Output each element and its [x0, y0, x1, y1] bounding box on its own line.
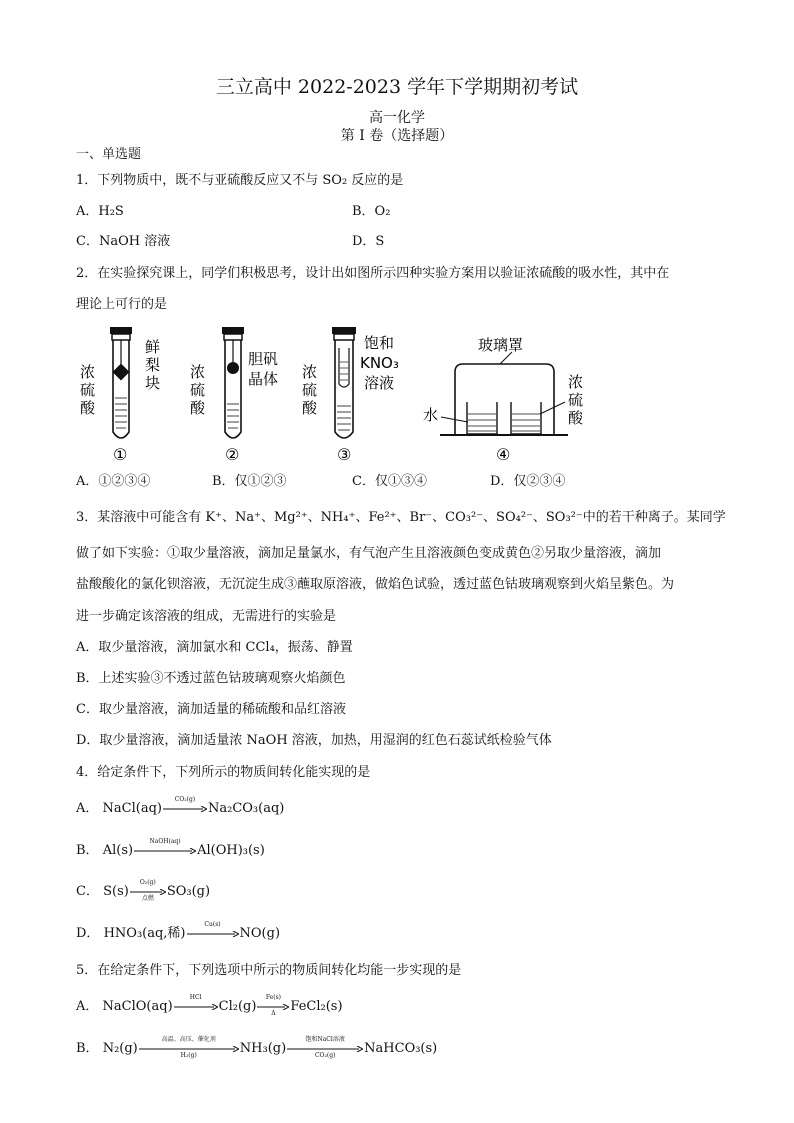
q5b-product: NaHCO₃(s) — [364, 1041, 438, 1056]
q5a-condition1: HCl — [189, 993, 202, 1001]
bell-label: 玻璃罩 — [478, 336, 524, 354]
q3-stem-line4: 进一步确定该溶液的组成，无需进行的实验是 — [76, 609, 337, 624]
q3-stem-line2: 做了如下实验：①取少量溶液，滴加足量氯水，有气泡产生且溶液颜色变成黄色②另取少量溶液，滴加 — [76, 546, 662, 561]
q2-option-a: A．①②③④ — [76, 474, 151, 489]
q5-option-a — [76, 993, 343, 1017]
q2-stem-line2: 理论上可行的是 — [76, 297, 168, 312]
q5-stem: 5．在给定条件下，下列选项中所示的物质间转化均能一步实现的是 — [76, 963, 462, 978]
t1-acid-1: 浓 — [80, 363, 96, 381]
bell-acid-1: 浓 — [568, 373, 584, 391]
bell-acid-3: 酸 — [568, 409, 584, 427]
q1-option-a: A．H₂S — [76, 204, 124, 219]
q4-option-b — [76, 837, 265, 860]
q5b-condition1-below: H₂(g) — [180, 1051, 197, 1059]
tube-1 — [80, 327, 160, 464]
water-label: 水 — [423, 406, 439, 424]
t3-acid-3: 酸 — [302, 399, 318, 417]
q4a-condition: CO₂(g) — [174, 795, 196, 803]
t2-acid-1: 浓 — [190, 363, 206, 381]
q4a-reactant: NaCl(aq) — [102, 801, 162, 816]
q4-option-c — [76, 878, 211, 902]
t1-fruit-2: 梨 — [145, 356, 161, 374]
q1-option-c: C．NaOH 溶液 — [76, 234, 171, 249]
q5a-condition2: Fe(s) — [265, 993, 281, 1001]
q5b-label: B． — [76, 1041, 99, 1056]
q5b-condition2: 饱和NaCl溶液 — [305, 1035, 345, 1043]
t1-fruit-1: 鲜 — [145, 338, 161, 356]
q4b-condition: NaOH(aq) — [149, 837, 181, 845]
t2-crystal-2: 晶体 — [248, 370, 279, 388]
bell-acid-2: 硫 — [568, 391, 584, 409]
t2-acid-2: 硫 — [190, 381, 206, 399]
q4-stem: 4．给定条件下，下列所示的物质间转化能实现的是 — [76, 765, 371, 780]
t2-acid-3: 酸 — [190, 399, 206, 417]
q2-experiment-figure — [70, 322, 610, 466]
reaction-arrow-icon — [287, 1035, 363, 1059]
reaction-arrow-icon — [174, 993, 218, 1010]
q4a-label: A． — [76, 801, 99, 816]
q4c-reactant: S(s) — [103, 884, 129, 899]
q2-option-c: C．仅①③④ — [352, 474, 427, 489]
exam-title: 三立高中 2022-2023 学年下学期期初考试 — [215, 76, 579, 98]
reaction-arrow-icon — [134, 837, 196, 854]
q4c-label: C． — [76, 884, 99, 899]
q4b-reactant: Al(s) — [102, 843, 134, 858]
q4c-product: SO₃(g) — [166, 884, 211, 899]
t1-acid-2: 硫 — [80, 381, 96, 399]
q4c-condition: O₂(g) — [139, 878, 156, 886]
tube-3 — [302, 327, 399, 464]
t3-kno3-2: KNO₃ — [360, 354, 399, 372]
q3-option-a: A．取少量溶液，滴加氯水和 CCl₄，振荡、静置 — [76, 640, 353, 655]
q2-option-d: D．仅②③④ — [490, 474, 566, 489]
t3-kno3-1: 饱和 — [364, 334, 395, 352]
q3-option-b: B．上述实验③不透过蓝色钴玻璃观察火焰颜色 — [76, 671, 346, 686]
section-heading: 一、单选题 — [76, 147, 142, 162]
q4a-product: Na₂CO₃(aq) — [207, 801, 285, 816]
subject-title: 高一化学 — [369, 110, 425, 126]
q3-option-c: C．取少量溶液，滴加适量的稀硫酸和品红溶液 — [76, 702, 346, 717]
bell-jar — [423, 336, 584, 464]
q2-option-b: B．仅①②③ — [212, 474, 287, 489]
t3-acid-1: 浓 — [302, 363, 318, 381]
q5a-reactant: NaClO(aq) — [102, 999, 173, 1014]
q3-stem-line3: 盐酸酸化的氯化钡溶液，无沉淀生成③蘸取原溶液，做焰色试验，透过蓝色钴玻璃观察到火焰呈紫色。为 — [76, 577, 675, 592]
q3-option-d: D．取少量溶液，滴加适量浓 NaOH 溶液，加热，用湿润的红色石蕊试纸检验气体 — [76, 733, 552, 748]
q4d-label: D． — [76, 926, 100, 941]
q5a-intermediate: Cl₂(g) — [218, 999, 257, 1014]
t3-label: ③ — [337, 445, 352, 464]
q5b-condition1: 高温、高压、催化剂 — [161, 1035, 216, 1043]
q1-option-b: B．O₂ — [352, 204, 391, 219]
q5b-reactant: N₂(g) — [102, 1041, 138, 1056]
q4d-condition: Cu(s) — [204, 920, 221, 928]
q4-option-a — [76, 795, 285, 818]
q1-stem: 1．下列物质中，既不与亚硫酸反应又不与 SO₂ 反应的是 — [76, 173, 404, 188]
q2-stem-line1: 2．在实验探究课上，同学们积极思考，设计出如图所示四种实验方案用以验证浓硫酸的吸水性，其中在 — [76, 266, 670, 281]
q4-option-d — [76, 920, 281, 943]
t3-kno3-3: 溶液 — [364, 374, 395, 392]
q4b-label: B． — [76, 843, 99, 858]
q5a-label: A． — [76, 999, 99, 1014]
q5a-condition2-below: Δ — [271, 1009, 276, 1017]
t1-fruit-3: 块 — [145, 374, 161, 392]
q4d-product: NO(g) — [239, 926, 281, 941]
q5-option-b — [76, 1035, 438, 1059]
t1-acid-3: 酸 — [80, 399, 96, 417]
q5b-condition2-below: CO₂(g) — [314, 1051, 336, 1059]
q4d-reactant: HNO₃(aq,稀) — [103, 926, 186, 941]
volume-title: 第 I 卷（选择题） — [340, 128, 454, 144]
reaction-arrow-icon — [163, 795, 207, 812]
t3-acid-2: 硫 — [302, 381, 318, 399]
t4-label: ④ — [496, 445, 511, 464]
t1-label: ① — [113, 445, 128, 464]
q4b-product: Al(OH)₃(s) — [197, 843, 265, 858]
reaction-arrow-icon — [139, 1035, 239, 1059]
reaction-arrow-icon — [130, 878, 166, 902]
reaction-arrow-icon — [187, 920, 239, 937]
q4c-condition-below: 点燃 — [141, 894, 154, 902]
q5a-product: FeCl₂(s) — [290, 999, 343, 1014]
q5b-intermediate: NH₃(g) — [239, 1041, 287, 1056]
q3-stem-line1: 3．某溶液中可能含有 K⁺、Na⁺、Mg²⁺、NH₄⁺、Fe²⁺、Br⁻、CO₃²⁻、SO₄²⁻、SO₃²⁻中的若干种离子。某同学 — [76, 510, 726, 525]
t2-label: ② — [225, 445, 240, 464]
tube-2 — [190, 327, 278, 464]
reaction-arrow-icon — [257, 993, 289, 1017]
q1-option-d: D．S — [352, 234, 385, 249]
t2-crystal-1: 胆矾 — [248, 350, 279, 368]
